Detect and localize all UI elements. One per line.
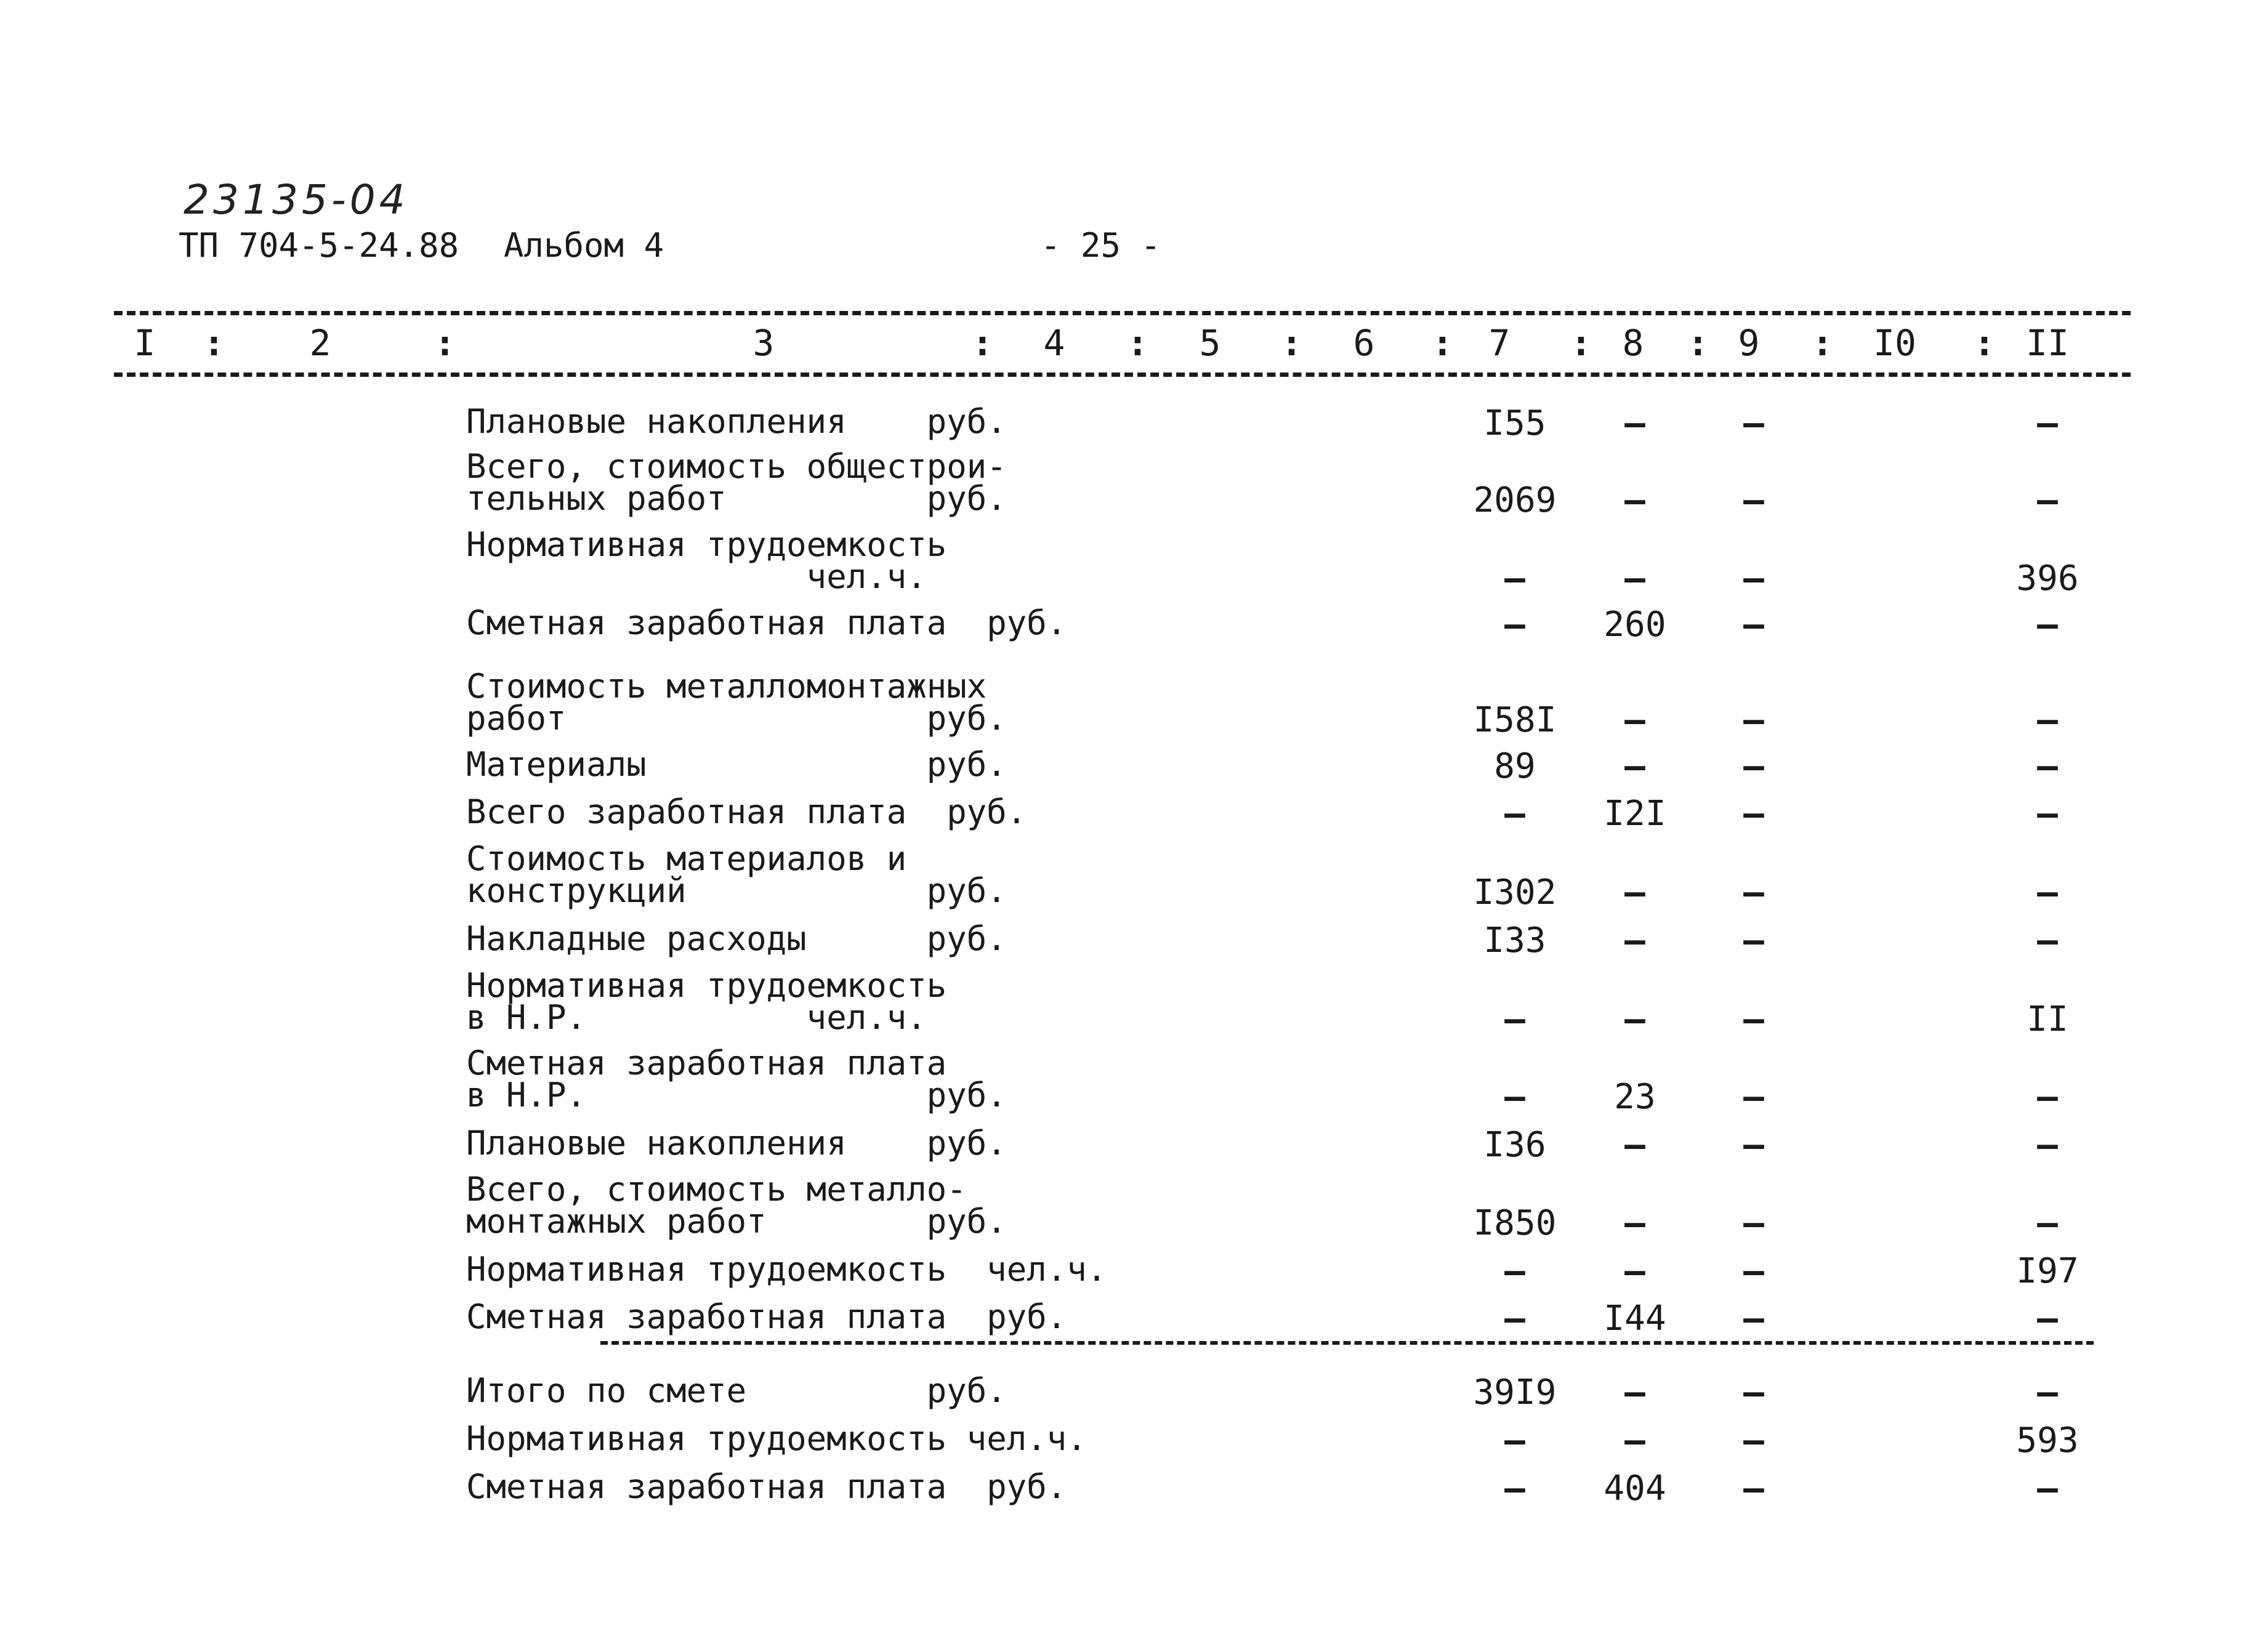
cell-c9: –: [1743, 605, 1764, 645]
column-header-3: 3: [752, 322, 775, 364]
cell-c11: –: [2037, 1203, 2058, 1243]
cell-c8: –: [1624, 700, 1645, 740]
cell-c7: –: [1504, 605, 1525, 645]
row-label: Сметная заработная плата руб.: [466, 1297, 1067, 1336]
row-label: Сметная заработная плата руб.: [466, 603, 1067, 642]
cell-c8: –: [1624, 1420, 1645, 1461]
cell-c9: –: [1743, 1203, 1764, 1243]
column-header-1: I: [134, 322, 156, 364]
cell-c9: –: [1743, 1077, 1764, 1117]
row-label: Итого по смете руб.: [466, 1371, 1007, 1410]
cell-c7: –: [1504, 1299, 1525, 1339]
row-label: Стоимость материалов и: [466, 839, 907, 878]
cell-c8: –: [1624, 1251, 1645, 1291]
row-label: Нормативная трудоемкость: [466, 525, 947, 564]
column-header-11: II: [2026, 322, 2069, 364]
column-separator: :: [203, 322, 225, 364]
column-header-2: 2: [309, 322, 331, 364]
row-label: Нормативная трудоемкость: [466, 966, 947, 1005]
row-label: работ руб.: [466, 699, 1007, 738]
cell-c8: –: [1624, 746, 1645, 786]
cell-c11: I97: [2016, 1251, 2079, 1291]
column-header-7: 7: [1488, 322, 1511, 364]
cell-c11: –: [2037, 700, 2058, 740]
cell-c11: –: [2037, 605, 2058, 645]
row-label: Материалы руб.: [466, 745, 1007, 784]
cell-c8: –: [1624, 921, 1645, 961]
cell-c7: 2069: [1473, 480, 1557, 520]
cell-c9: –: [1743, 872, 1764, 913]
cell-c8: –: [1624, 558, 1645, 598]
column-separator: :: [1281, 322, 1302, 364]
cell-c8: –: [1624, 480, 1645, 520]
cell-c8: 260: [1603, 605, 1666, 645]
cell-c9: –: [1743, 746, 1764, 786]
cell-c7: –: [1504, 1251, 1525, 1291]
row-label: Нормативная трудоемкость чел.ч.: [466, 1419, 1087, 1458]
column-separator: :: [1974, 322, 1995, 364]
cell-c7: I850: [1473, 1203, 1557, 1243]
cell-c8: I44: [1603, 1299, 1666, 1339]
row-label: Всего заработная плата руб.: [466, 792, 1027, 831]
cell-c9: –: [1743, 700, 1764, 740]
cell-c11: –: [2037, 403, 2058, 443]
cell-c7: 89: [1494, 746, 1536, 786]
cell-c11: –: [2037, 1077, 2058, 1117]
cell-c8: 404: [1603, 1469, 1666, 1509]
cell-c9: –: [1743, 403, 1764, 443]
column-header-10: I0: [1873, 322, 1916, 364]
header-top-rule: [114, 311, 2131, 315]
cell-c9: –: [1743, 480, 1764, 520]
column-separator: :: [1127, 322, 1148, 364]
row-label: Сметная заработная плата руб.: [466, 1467, 1067, 1506]
cell-c11: –: [2037, 746, 2058, 786]
column-header-5: 5: [1199, 322, 1221, 364]
cell-c8: –: [1624, 1125, 1645, 1165]
project-code: ТП 704-5-24.88: [179, 226, 459, 265]
cell-c11: 593: [2016, 1420, 2079, 1461]
row-label: Плановые накопления руб.: [466, 1124, 1007, 1162]
cell-c11: 396: [2016, 558, 2079, 598]
page-number: - 25 -: [1041, 226, 1161, 265]
row-label: тельных работ руб.: [466, 479, 1007, 518]
cell-c8: –: [1624, 1372, 1645, 1412]
row-label: Всего, стоимость общестрои-: [466, 447, 1007, 486]
cell-c9: –: [1743, 1251, 1764, 1291]
header-bottom-rule: [114, 373, 2131, 377]
cell-c7: I33: [1483, 921, 1546, 961]
row-label: Сметная заработная плата: [466, 1044, 947, 1082]
cell-c11: II: [2027, 999, 2068, 1039]
column-separator: :: [1570, 322, 1592, 364]
cell-c7: I55: [1483, 403, 1546, 443]
cell-c8: –: [1624, 999, 1645, 1039]
total-separator-rule: [600, 1341, 2094, 1345]
cell-c9: –: [1743, 1125, 1764, 1165]
row-label: в Н.Р. руб.: [466, 1076, 1007, 1114]
cell-c8: I2I: [1603, 794, 1666, 834]
row-label: в Н.Р. чел.ч.: [466, 998, 927, 1037]
column-header-4: 4: [1043, 322, 1065, 364]
cell-c11: –: [2037, 794, 2058, 834]
cell-c11: –: [2037, 1372, 2058, 1412]
cell-c9: –: [1743, 1299, 1764, 1339]
cell-c11: –: [2037, 921, 2058, 961]
row-label: Нормативная трудоемкость чел.ч.: [466, 1250, 1107, 1289]
cell-c9: –: [1743, 1469, 1764, 1509]
cell-c8: –: [1624, 1203, 1645, 1243]
cell-c7: I302: [1473, 872, 1557, 913]
cell-c7: I58I: [1473, 700, 1557, 740]
cell-c11: –: [2037, 1125, 2058, 1165]
cell-c7: I36: [1483, 1125, 1546, 1165]
row-label: Всего, стоимость металло-: [466, 1170, 967, 1209]
column-separator: :: [1687, 322, 1709, 364]
column-header-9: 9: [1738, 322, 1760, 364]
cell-c9: –: [1743, 1420, 1764, 1461]
cell-c11: –: [2037, 480, 2058, 520]
cell-c7: 39I9: [1473, 1372, 1557, 1412]
cell-c9: –: [1743, 558, 1764, 598]
cell-c7: –: [1504, 1420, 1525, 1461]
column-header-6: 6: [1353, 322, 1375, 364]
cell-c9: –: [1743, 1372, 1764, 1412]
cell-c7: –: [1504, 999, 1525, 1039]
cell-c8: 23: [1614, 1077, 1656, 1117]
row-label: чел.ч.: [466, 557, 927, 596]
column-separator: :: [972, 322, 993, 364]
cell-c9: –: [1743, 794, 1764, 834]
handwritten-code: 23135-04: [184, 176, 409, 224]
column-header-8: 8: [1622, 322, 1644, 364]
column-separator: :: [1812, 322, 1833, 364]
column-separator: :: [1432, 322, 1453, 364]
cell-c9: –: [1743, 921, 1764, 961]
cell-c11: –: [2037, 1299, 2058, 1339]
cell-c8: –: [1624, 403, 1645, 443]
cell-c9: –: [1743, 999, 1764, 1039]
cell-c7: –: [1504, 1469, 1525, 1509]
column-separator: :: [434, 322, 456, 364]
row-label: Стоимость металломонтажных: [466, 667, 987, 706]
row-label: конструкций руб.: [466, 871, 1007, 910]
row-label: монтажных работ руб.: [466, 1202, 1007, 1241]
row-label: Плановые накопления руб.: [466, 402, 1007, 441]
cell-c11: –: [2037, 1469, 2058, 1509]
cell-c7: –: [1504, 558, 1525, 598]
cell-c11: –: [2037, 872, 2058, 913]
album-label: Альбом 4: [504, 226, 664, 265]
cell-c7: –: [1504, 1077, 1525, 1117]
cell-c8: –: [1624, 872, 1645, 913]
row-label: Накладные расходы руб.: [466, 919, 1007, 958]
cell-c7: –: [1504, 794, 1525, 834]
